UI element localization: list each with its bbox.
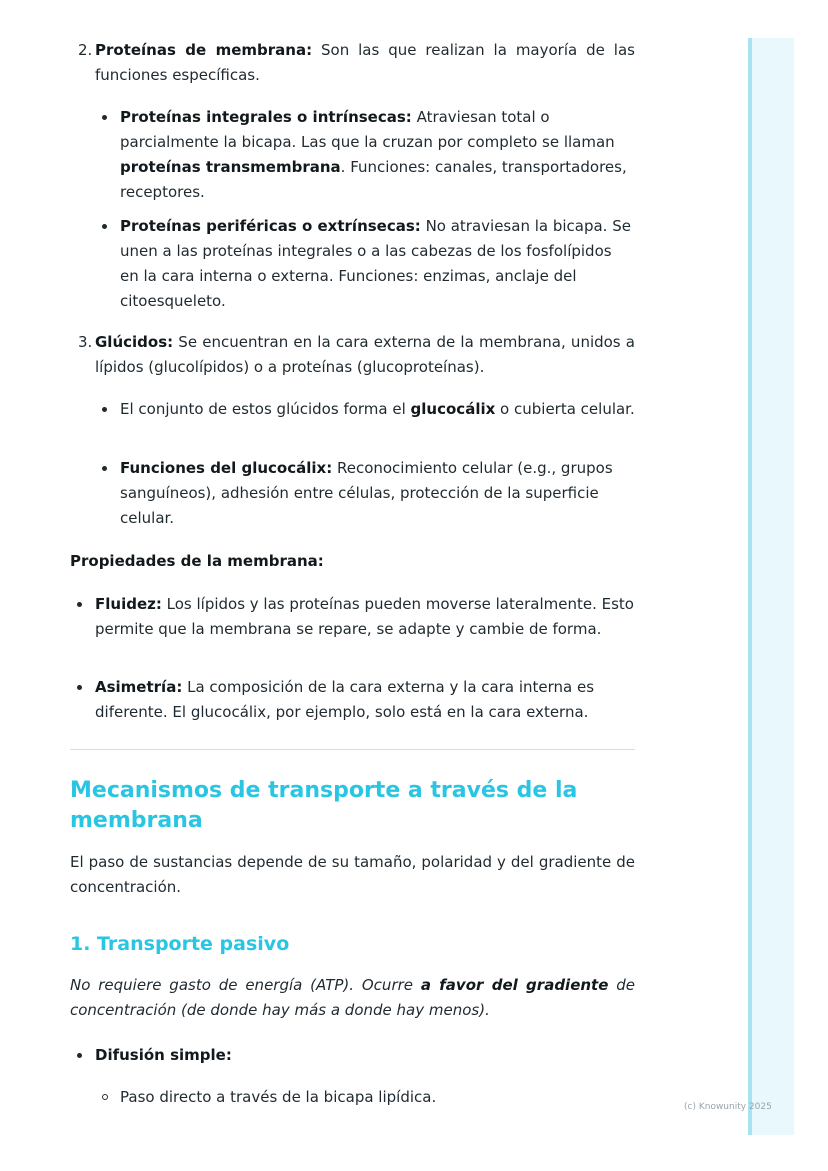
section-divider xyxy=(70,749,635,750)
list-item-simple-diffusion xyxy=(77,1043,635,1068)
bullet-dot xyxy=(77,1053,82,1058)
term: Fluidez: xyxy=(95,595,162,613)
section-intro: El paso de sustancias depende de su tamaño, polaridad y del gradiente de concentración. xyxy=(70,853,635,896)
list-item-peripheral-proteins xyxy=(102,214,635,314)
text: Se encuentran en la cara externa de la membrana, unidos a lípidos (glucolípidos) o a proteínas (glucoproteínas). xyxy=(95,333,635,376)
list-item-asymmetry xyxy=(77,675,635,725)
text: Paso directo a través de la bicapa lipídica. xyxy=(120,1088,437,1106)
text: Reconocimiento celular (e.g., grupos sanguíneos), adhesión entre células, protección de la superficie celular. xyxy=(120,459,613,527)
text: No atraviesan la bicapa. Se unen a las proteínas integrales o a las cabezas de los fosfolípidos en la cara interna o externa. Funciones: enzimas, anclaje del citoesqueleto. xyxy=(120,217,631,310)
list-item-fluidity xyxy=(77,592,635,642)
section-title: Mecanismos de transporte a través de la membrana xyxy=(70,778,578,833)
subsection-title: 1. Transporte pasivo xyxy=(70,933,290,955)
term: Proteínas integrales o intrínsecas: xyxy=(120,108,412,126)
term: Funciones del glucocálix: xyxy=(120,459,333,477)
bullet-dot xyxy=(77,602,82,607)
term: Proteínas de membrana: xyxy=(95,41,313,59)
term: Proteínas periféricas o extrínsecas: xyxy=(120,217,421,235)
term: Difusión simple: xyxy=(95,1046,232,1064)
watermark: (c) Knowunity 2025 xyxy=(684,1102,772,1112)
list-item-integral-proteins xyxy=(102,105,635,205)
term: proteínas transmembrana xyxy=(120,158,341,176)
list-number: 3. xyxy=(78,333,93,351)
text: Atraviesan total o parcialmente la bicapa. Las que la cruzan por completo se llaman xyxy=(120,108,615,151)
term: a favor del gradiente xyxy=(420,976,609,994)
bullet-dot xyxy=(77,685,82,690)
text: . Funciones: canales, transportadores, receptores. xyxy=(120,158,627,201)
text: de concentración (de donde hay más a donde hay menos). xyxy=(70,976,635,1019)
side-panel xyxy=(748,38,794,1135)
term: glucocálix xyxy=(410,400,496,418)
text: Son las que realizan la mayoría de las funciones específicas. xyxy=(95,41,635,84)
bullet-circle xyxy=(102,1094,108,1100)
passive-transport-description xyxy=(70,973,635,1023)
bullet-dot xyxy=(102,407,107,412)
term: Glúcidos: xyxy=(95,333,174,351)
list-item-membrane-proteins xyxy=(70,38,635,88)
bullet-dot xyxy=(102,224,107,229)
text: El conjunto de estos glúcidos forma el xyxy=(120,400,411,418)
text: No requiere gasto de energía (ATP). Ocurre xyxy=(70,976,421,994)
list-item-glycocalyx xyxy=(102,397,635,422)
text: o cubierta celular. xyxy=(495,400,635,418)
list-number: 2. xyxy=(78,41,93,59)
text: La composición de la cara externa y la cara interna es diferente. El glucocálix, por ejemplo, solo está en la cara externa. xyxy=(95,678,595,721)
list-item-direct-passage xyxy=(102,1085,635,1110)
bullet-dot xyxy=(102,115,107,120)
list-item-glycocalyx-functions xyxy=(102,456,635,531)
properties-heading: Propiedades de la membrana: xyxy=(70,552,324,570)
term: Asimetría: xyxy=(95,678,183,696)
bullet-dot xyxy=(102,466,107,471)
text: Los lípidos y las proteínas pueden moverse lateralmente. Esto permite que la membrana se repare, se adapte y cambie de forma. xyxy=(95,595,634,638)
list-item-glucids xyxy=(70,330,635,380)
